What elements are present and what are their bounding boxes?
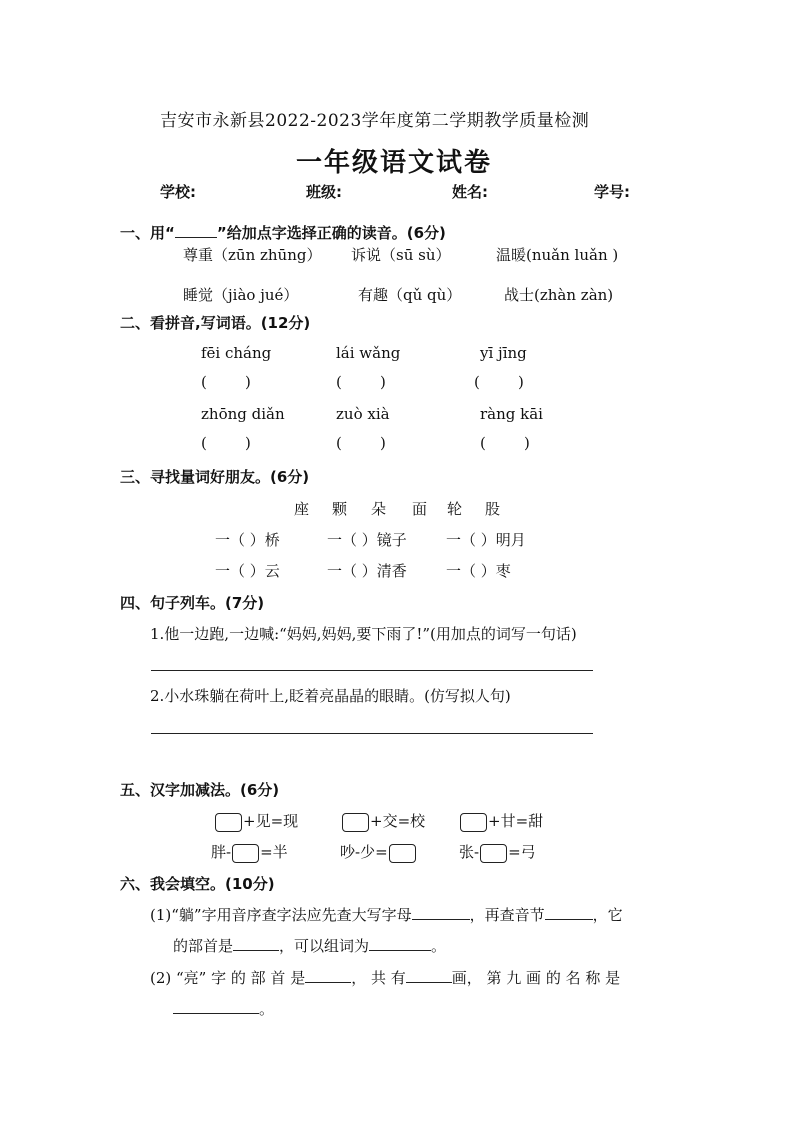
section-6-heading: 六、我会填空。(10分) [120, 875, 275, 893]
s1-item: 尊重（zūn zhūng） [183, 246, 322, 264]
answer-blank[interactable] [545, 905, 593, 920]
field-class: 班级: [306, 183, 342, 201]
calc-text: =弓 [508, 843, 536, 861]
s1-item: 温暖(nuǎn luǎn ) [496, 246, 619, 264]
pinyin: zhōng diǎn [201, 405, 285, 423]
section-3-heading: 三、寻找量词好朋友。(6分) [120, 468, 310, 486]
answer-box[interactable] [232, 844, 259, 863]
s1-item: 诉说（sū sù） [351, 246, 451, 264]
pinyin: ràng kāi [480, 405, 543, 423]
s6-text: ，可以组词为 [279, 937, 370, 955]
measure-item: 一（ ）桥 [215, 531, 280, 549]
calc-text: 吵-少= [340, 843, 388, 861]
calc-text: +见=现 [243, 812, 299, 830]
section-1-heading-post: ”给加点字选择正确的读音。(6分) [216, 224, 446, 242]
s6-text: 。 [431, 937, 447, 955]
measure-item: 一（ ）清香 [327, 562, 407, 580]
s6-text: 。 [259, 1000, 275, 1018]
section-4-heading: 四、句子列车。(7分) [120, 594, 265, 612]
section-5-heading: 五、汉字加减法。(6分) [120, 781, 280, 799]
measure-word: 轮 [447, 500, 463, 518]
answer-blank[interactable] [173, 999, 259, 1014]
calc-text: +交=校 [370, 812, 426, 830]
calc-text: 胖- [211, 843, 232, 861]
measure-item: 一（ ）镜子 [327, 531, 407, 549]
pinyin: zuò xià [336, 405, 390, 423]
pinyin: yī jīng [480, 344, 527, 362]
answer-box[interactable] [215, 813, 242, 832]
answer-blank[interactable] [412, 905, 470, 920]
answer-line[interactable] [151, 670, 593, 671]
s6-text: ， 共 有 [351, 969, 406, 987]
measure-item: 一（ ）明月 [446, 531, 526, 549]
answer-blank[interactable] [233, 936, 279, 951]
measure-word: 面 [412, 500, 428, 518]
exam-title: 一年级语文试卷 [296, 148, 493, 178]
s4-question-2: 2.小水珠躺在荷叶上,眨着亮晶晶的眼睛。(仿写拟人句) [150, 687, 511, 705]
s6-text: 画， 第 九 画 的 名 称 是 [451, 969, 621, 987]
measure-item: 一（ ）枣 [446, 562, 511, 580]
measure-word: 朵 [371, 500, 387, 518]
answer-box[interactable] [480, 844, 507, 863]
section-1-heading-pre: 一、用“ [120, 224, 175, 242]
s6-question-1-line-2 [173, 935, 446, 956]
calc-item [459, 841, 536, 863]
measure-word: 颗 [332, 500, 348, 518]
answer-paren[interactable]: ( ) [201, 373, 251, 391]
calc-item [459, 810, 543, 832]
s1-item: 战士(zhàn zàn) [504, 286, 614, 304]
s6-text: 的部首是 [173, 937, 234, 955]
section-2-heading: 二、看拼音,写词语。(12分) [120, 314, 311, 332]
calc-text: 张- [459, 843, 480, 861]
calc-item [214, 810, 298, 832]
answer-paren[interactable]: ( ) [201, 434, 251, 452]
pinyin: fēi cháng [201, 344, 272, 362]
answer-box[interactable] [342, 813, 369, 832]
s6-text: (1)“躺”字用音序查字法应先查大写字母 [150, 906, 412, 924]
calc-item [341, 810, 425, 832]
measure-word: 股 [485, 500, 501, 518]
s4-question-1: 1.他一边跑,一边喊:“妈妈,妈妈,要下雨了!”(用加点的词写一句话) [150, 625, 577, 643]
answer-box[interactable] [460, 813, 487, 832]
measure-item: 一（ ）云 [215, 562, 280, 580]
answer-blank[interactable] [305, 968, 351, 983]
field-school: 学校: [160, 183, 196, 201]
s6-question-1-line-1 [150, 904, 623, 925]
s1-item: 有趣（qǔ qù） [358, 286, 462, 304]
calc-item [340, 841, 417, 863]
answer-box[interactable] [389, 844, 416, 863]
s1-item: 睡觉（jiào jué） [183, 286, 299, 304]
calc-text: +甘=甜 [488, 812, 544, 830]
measure-word: 座 [294, 500, 310, 518]
answer-paren[interactable]: ( ) [474, 373, 524, 391]
pinyin: lái wǎng [336, 344, 401, 362]
exam-subtitle: 吉安市永新县2022-2023学年度第二学期教学质量检测 [160, 111, 590, 131]
answer-blank[interactable] [369, 936, 431, 951]
answer-paren[interactable]: ( ) [336, 373, 386, 391]
calc-text: =半 [260, 843, 288, 861]
s6-text: (2) “亮” 字 的 部 首 是 [150, 969, 306, 987]
calc-item [211, 841, 288, 863]
s6-question-2-line-2 [173, 998, 274, 1019]
answer-blank[interactable] [406, 968, 452, 983]
answer-blank [175, 223, 217, 238]
s6-question-2-line-1 [150, 967, 620, 988]
s6-text: ，再查音节 [469, 906, 545, 924]
answer-paren[interactable]: ( ) [480, 434, 530, 452]
field-number: 学号: [594, 183, 630, 201]
field-name: 姓名: [452, 183, 488, 201]
section-1-heading [120, 222, 446, 243]
answer-line[interactable] [151, 733, 593, 734]
answer-paren[interactable]: ( ) [336, 434, 386, 452]
s6-text: ，它 [592, 906, 623, 924]
